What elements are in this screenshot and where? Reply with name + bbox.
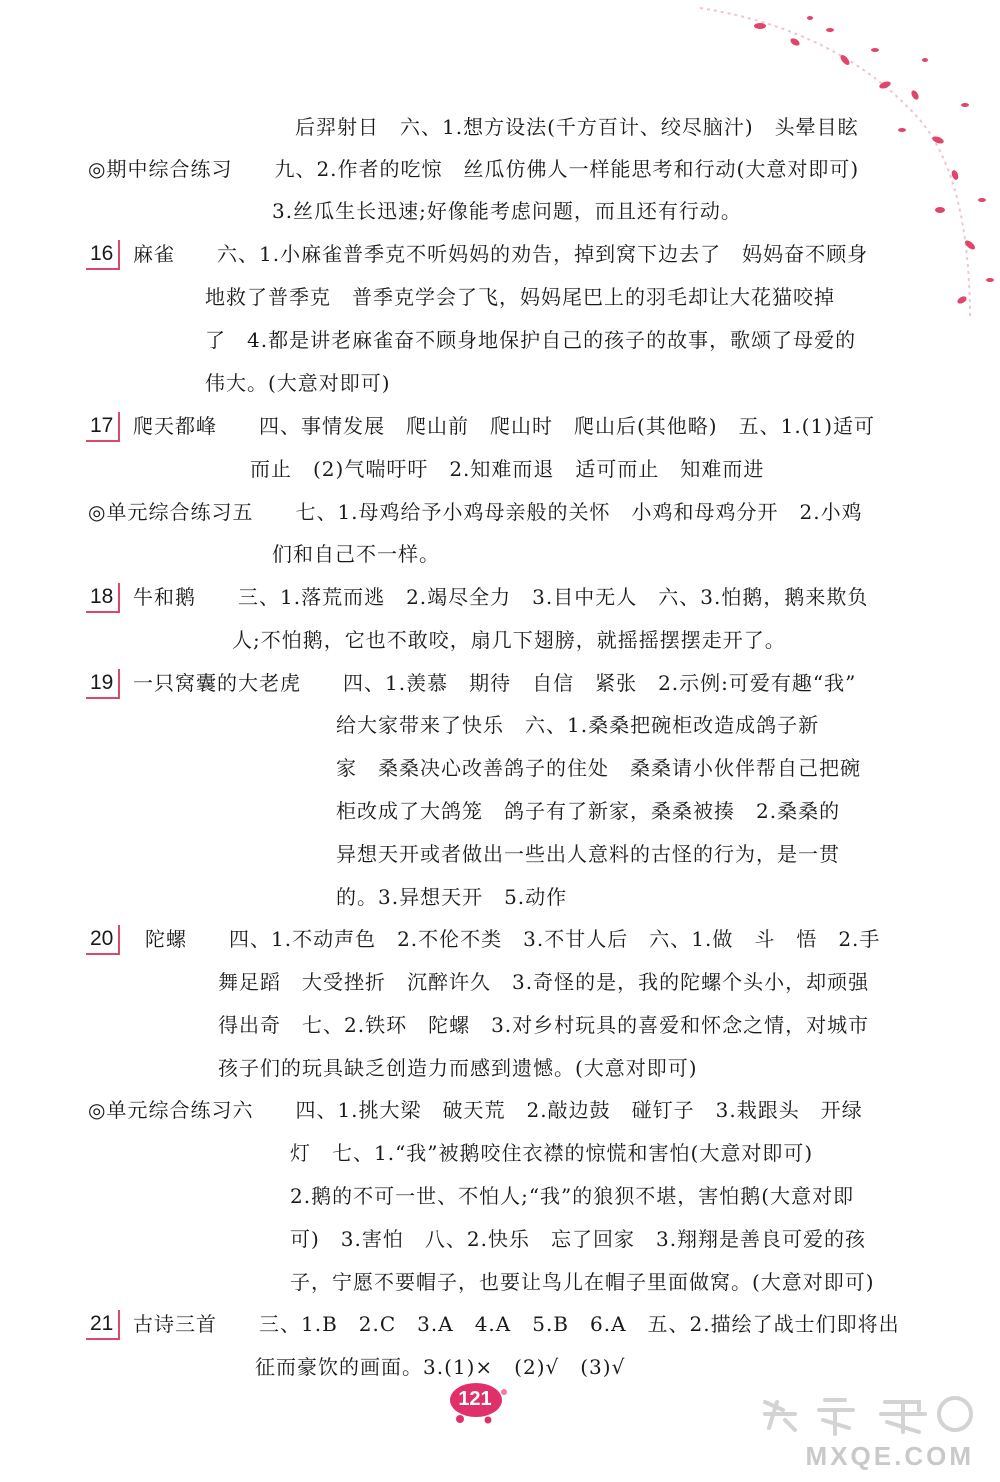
answer-line: 而止 (2)气喘吁吁 2.知难而退 适可而止 知难而进 (250, 457, 765, 481)
answer-line: 得出奇 七、2.铁环 陀螺 3.对乡村玩具的喜爱和怀念之情，对城市 (218, 1013, 870, 1037)
lesson-number-mark (86, 240, 120, 270)
watermark-text: MXQE.COM (805, 1441, 974, 1471)
lesson-number-mark (86, 412, 120, 442)
answer-line: 了 4.都是讲老麻雀奋不顾身地保护自己的孩子的故事，歌颂了母爱的 (205, 328, 857, 352)
answer-line: 牛和鹅 三、1.落荒而逃 2.竭尽全力 3.目中无人 六、3.怕鹅，鹅来欺负 (133, 585, 869, 609)
answer-line: 后羿射日 六、1.想方设法(千方百计、绞尽脑汁) 头晕目眩 (295, 115, 859, 139)
section-heading-line: ◎期中综合练习 九、2.作者的吃惊 丝瓜仿佛人一样能思考和行动(大意对即可) (88, 157, 860, 181)
answer-line: 一只窝囊的大老虎 四、1.羡慕 期待 自信 紧张 2.示例:可爱有趣“我” (133, 671, 857, 695)
answer-line: 们和自己不一样。 (272, 542, 440, 566)
answer-line: 陀螺 四、1.不动声色 2.不伦不类 3.不甘人后 六、1.做 斗 悟 2.手 (145, 927, 881, 951)
answer-line: 孩子们的玩具缺乏创造力而感到遗憾。(大意对即可) (218, 1056, 698, 1080)
lesson-number: 21 (90, 1312, 114, 1335)
answer-line: 柜改成了大鸽笼 鸽子有了新家，桑桑被揍 2.桑桑的 (336, 799, 841, 823)
lesson-number: 16 (90, 242, 114, 265)
answer-line: 可) 3.害怕 八、2.快乐 忘了回家 3.翔翔是善良可爱的孩 (290, 1227, 867, 1251)
answer-line: 子，宁愿不要帽子，也要让鸟儿在帽子里面做窝。(大意对即可) (290, 1270, 875, 1294)
lesson-number-mark (86, 583, 120, 613)
answer-line: 征而豪饮的画面。3.(1)× (2)√ (3)√ (255, 1355, 626, 1379)
answer-line: 古诗三首 三、1.B 2.C 3.A 4.A 5.B 6.A 五、2.描绘了战士们即将出 (133, 1312, 900, 1336)
lesson-number: 18 (90, 585, 114, 608)
page-number: 121 (458, 1388, 492, 1410)
lesson-number: 17 (90, 414, 114, 437)
answer-line: 3.丝瓜生长迅速;好像能考虑问题，而且还有行动。 (272, 199, 742, 223)
answer-line: 异想天开或者做出一些出人意料的古怪的行为，是一贯 (336, 842, 840, 866)
lesson-number: 20 (90, 927, 114, 950)
answer-line: 给大家带来了快乐 六、1.桑桑把碗柜改造成鸽子新 (336, 713, 820, 737)
lesson-number-mark (86, 669, 120, 699)
lesson-number: 19 (90, 671, 114, 694)
section-heading-line: ◎单元综合练习五 七、1.母鸡给予小鸡母亲般的关怀 小鸡和母鸡分开 2.小鸡 (88, 500, 863, 524)
section-heading-line: ◎单元综合练习六 四、1.挑大梁 破天荒 2.敲边鼓 碰钉子 3.栽跟头 开绿 (88, 1098, 863, 1122)
answer-line: 家 桑桑决心改善鸽子的住处 桑桑请小伙伴帮自己把碗 (336, 756, 861, 780)
answer-line: 地救了普季克 普季克学会了飞，妈妈尾巴上的羽毛却让大花猫咬掉 (205, 285, 835, 309)
lesson-number-mark (86, 925, 120, 955)
answer-line: 伟大。(大意对即可) (205, 371, 391, 395)
answer-line: 的。3.异想天开 5.动作 (336, 885, 568, 909)
answer-line: 灯 七、1.“我”被鹅咬住衣襟的惊慌和害怕(大意对即可) (290, 1141, 814, 1165)
answer-line: 爬天都峰 四、事情发展 爬山前 爬山时 爬山后(其他略) 五、1.(1)适可 (133, 414, 876, 438)
answer-line: 人;不怕鹅，它也不敢咬，扇几下翅膀，就摇摇摆摆走开了。 (232, 628, 786, 652)
answer-line: 2.鹅的不可一世、不怕人;“我”的狼狈不堪，害怕鹅(大意对即 (290, 1184, 855, 1208)
lesson-number-mark (86, 1310, 120, 1340)
answer-line: 麻雀 六、1.小麻雀普季克不听妈妈的劝告，掉到窝下边去了 妈妈奋不顾身 (133, 242, 869, 266)
answer-line: 舞足蹈 大受挫折 沉醉许久 3.奇怪的是，我的陀螺个头小，却顽强 (218, 970, 870, 994)
